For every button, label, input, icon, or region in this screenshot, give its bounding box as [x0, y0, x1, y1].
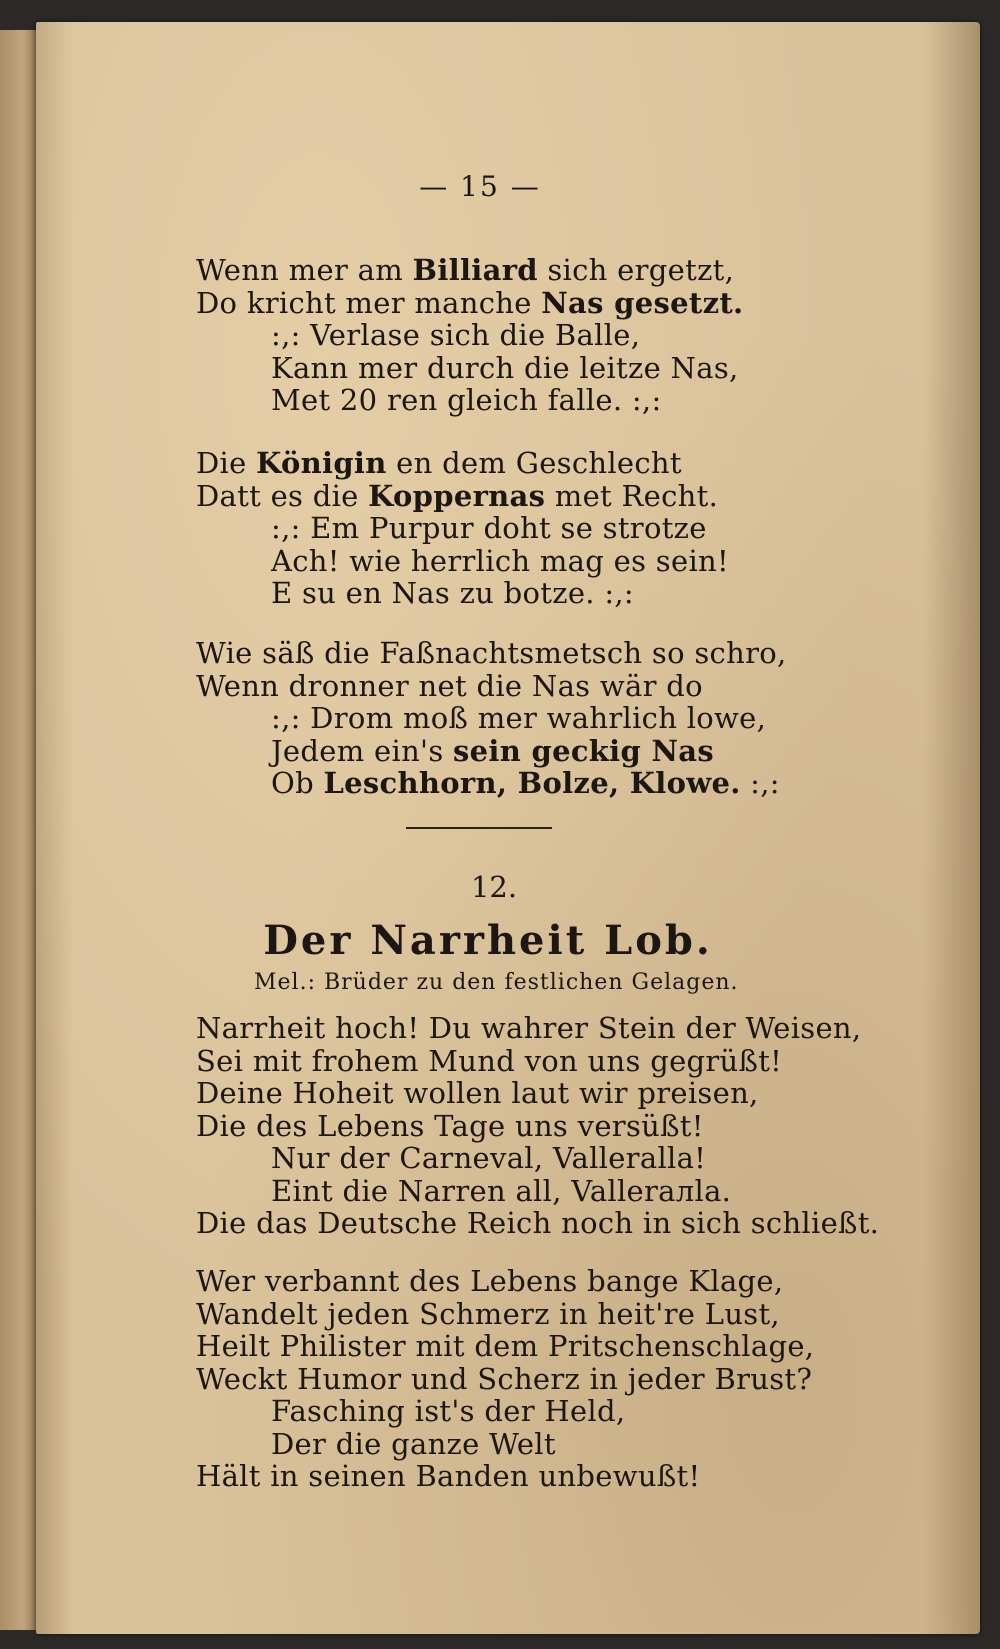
song-stanza-2 — [196, 1265, 814, 1493]
verse-line: Der die ganze Welt — [271, 1426, 556, 1461]
verse-line: Narrheit hoch! Du wahrer Stein der Weisen, — [196, 1011, 862, 1045]
verse-line: Nur der Carneval, Vallerallа! — [271, 1141, 707, 1175]
verse-line: Die das Deutsche Reich noch in sich schließt. — [196, 1206, 880, 1240]
verse-line: :,: Verlase sich die Balle, — [271, 318, 641, 352]
stanza-1 — [196, 254, 743, 417]
verse-line: Met 20 ren gleich falle. :,: — [271, 383, 662, 417]
verse-line: Wenn dronner net die Nas wär do — [196, 668, 703, 703]
stanza-3 — [196, 637, 787, 800]
left-page-edge — [0, 30, 40, 1630]
verse-line: Hält in seinen Banden unbewußt! — [196, 1459, 701, 1493]
song-stanza-1 — [196, 1012, 879, 1240]
verse-line: Wie säß die Faßnachtsmetsch so schro, — [196, 636, 787, 670]
song-number: 12. — [470, 870, 518, 904]
melody-note: Mel.: Brüder zu den festlichen Gelagen. — [254, 970, 739, 995]
verse-line: Sei mit frohem Mund von uns gegrüßt! — [196, 1043, 783, 1078]
page-text — [36, 22, 980, 1634]
verse-line: Wandelt jeden Schmerz in heit're Lust, — [196, 1296, 780, 1331]
stanza-2 — [196, 447, 729, 610]
verse-line: Wer verbannt des Lebens bange Klage, — [196, 1264, 784, 1298]
verse-line: Ob Leschhorn, Bolze, Klowe. :,: — [271, 766, 780, 800]
verse-line: Die Königin en dem Geschlecht — [196, 446, 682, 480]
verse-line: Jedem ein's sein geckig Nas — [271, 733, 714, 768]
verse-line: :,: Em Purpur doht se strotze — [271, 511, 707, 545]
verse-line: Datt es die Koppernas met Recht. — [196, 478, 719, 513]
verse-line: Fasching ist's der Held, — [271, 1394, 626, 1428]
book-page — [36, 22, 980, 1634]
verse-line: Die des Lebens Tage uns versüßt! — [196, 1108, 704, 1143]
verse-line: Kann mer durch die leitze Nas, — [271, 350, 739, 385]
verse-line: Deine Hoheit wollen laut wir preisen, — [196, 1076, 759, 1110]
verse-line: Wenn mer am Billiard sich ergetzt, — [196, 253, 735, 287]
verse-line: Ach! wie herrlich mag es sein! — [271, 543, 729, 578]
verse-line: Do kricht mer manche Nas gesetzt. — [196, 285, 744, 320]
verse-line: Eint die Narren all, Vallerалla. — [271, 1173, 732, 1208]
song-title: Der Narrheit Lob. — [263, 917, 713, 964]
verse-line: Weckt Humor und Scherz in jeder Brust? — [196, 1361, 813, 1396]
verse-line: E su en Nas zu botze. :,: — [271, 576, 634, 610]
section-divider — [406, 827, 552, 829]
verse-line: :,: Drom moß mer wahrlich lowe, — [271, 701, 767, 735]
page-number: — 15 — — [419, 170, 541, 203]
verse-line: Heilt Philister mit dem Pritschenschlage, — [196, 1329, 815, 1363]
